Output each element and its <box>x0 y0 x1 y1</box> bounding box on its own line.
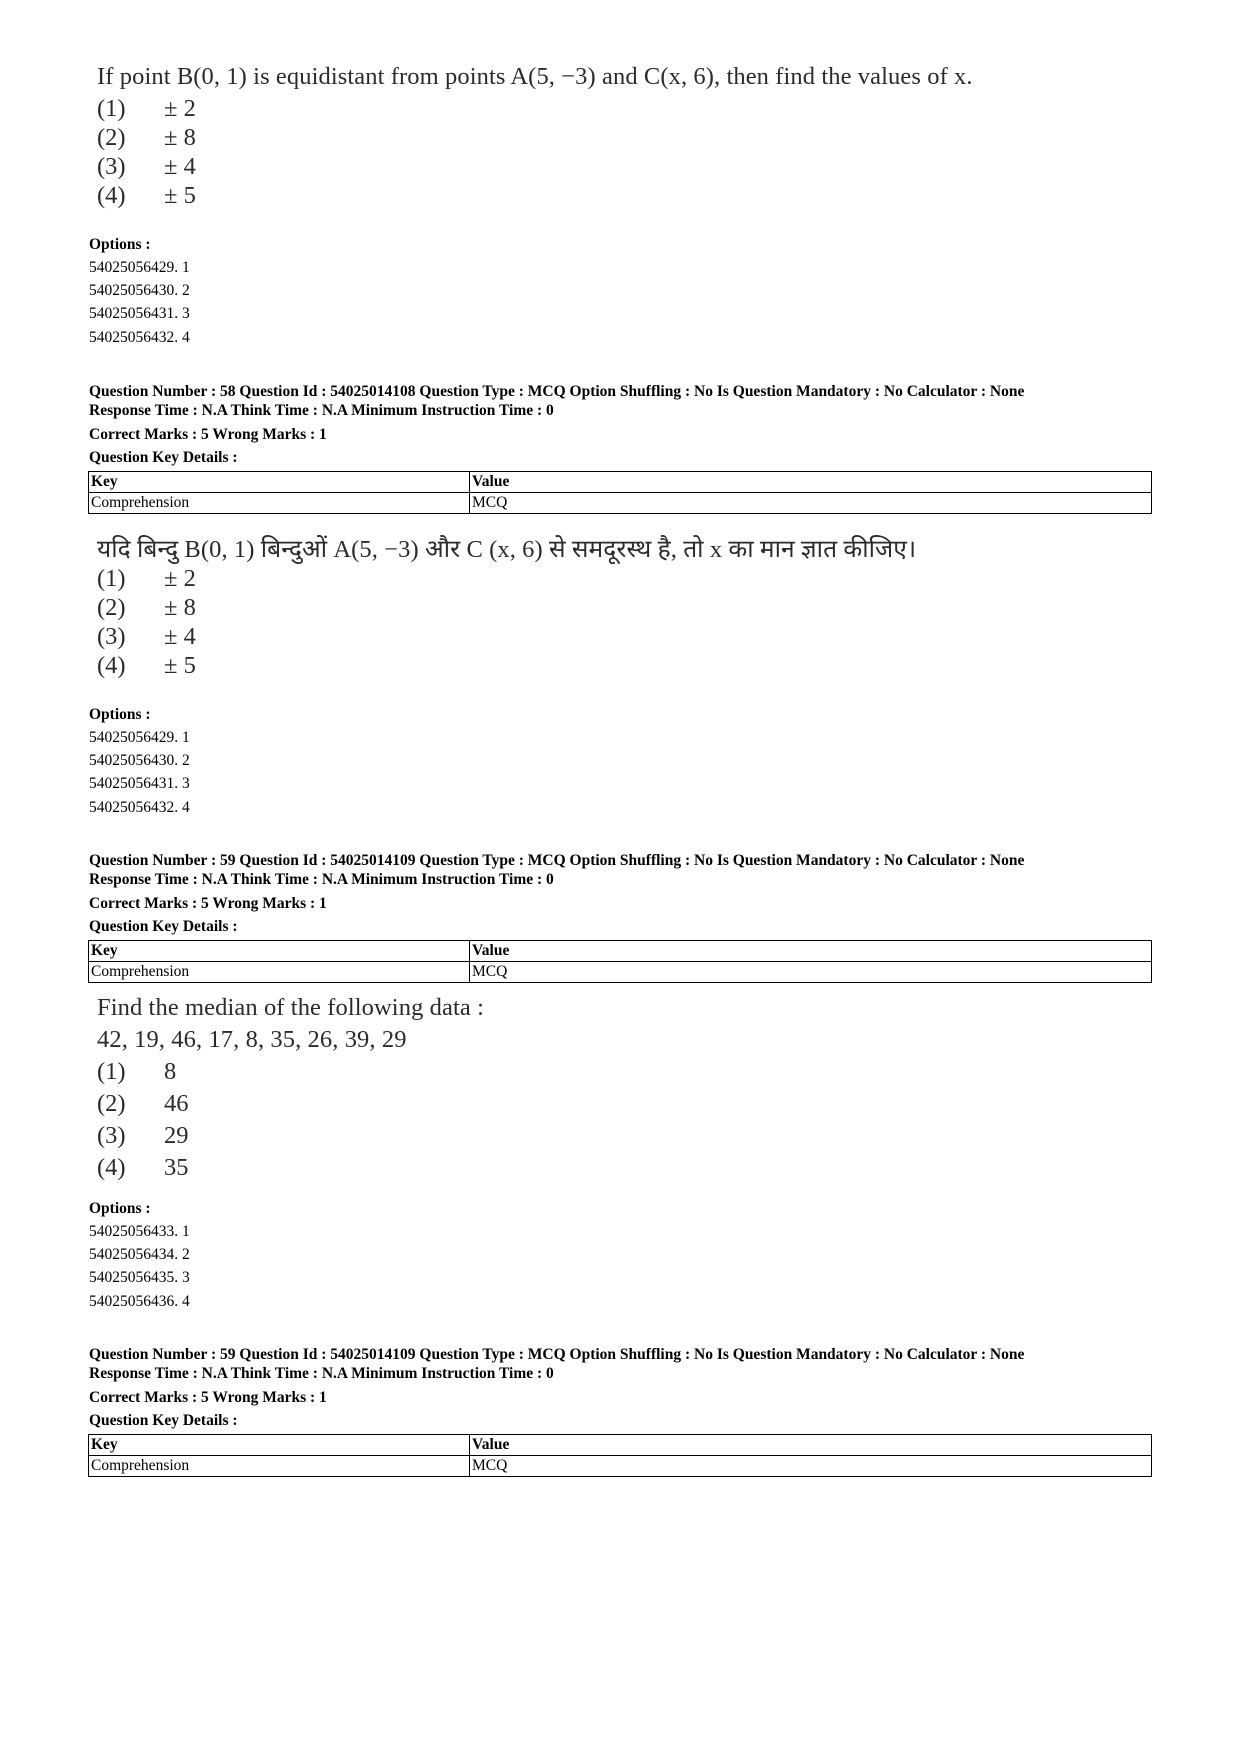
table-row <box>89 493 1152 514</box>
table-cell-value: MCQ <box>470 962 1152 983</box>
table-header-key: Key <box>89 472 470 493</box>
table-header-value: Value <box>470 1435 1152 1456</box>
choice-value: ± 5 <box>164 182 196 209</box>
table-cell-value: MCQ <box>470 1456 1152 1477</box>
option-id-line: 54025056431. 3 <box>89 775 190 792</box>
table-cell-key: Comprehension <box>89 493 470 514</box>
choice-value: ± 5 <box>164 652 196 679</box>
table-header-key: Key <box>89 941 470 962</box>
options-title: Options : <box>89 236 151 253</box>
choice-number: (3) <box>97 623 126 650</box>
table-cell-key: Comprehension <box>89 962 470 983</box>
choice-number: (4) <box>97 1154 126 1181</box>
key-details-title: Question Key Details : <box>89 449 238 466</box>
option-id-line: 54025056434. 2 <box>89 1246 190 1263</box>
choice-number: (3) <box>97 1122 126 1149</box>
choice-number: (3) <box>97 153 126 180</box>
choice-3 <box>97 153 196 181</box>
key-details-title: Question Key Details : <box>89 1412 238 1429</box>
choice-value: ± 2 <box>164 565 196 592</box>
choice-2 <box>97 124 196 152</box>
key-details-table <box>88 471 1152 514</box>
choice-1 <box>97 565 196 593</box>
table-header-value: Value <box>470 941 1152 962</box>
choice-value: 29 <box>164 1122 189 1149</box>
choice-number: (1) <box>97 565 126 592</box>
choice-value: ± 2 <box>164 95 196 122</box>
table-header-row <box>89 472 1152 493</box>
choice-3 <box>97 1122 189 1150</box>
option-id-line: 54025056430. 2 <box>89 282 190 299</box>
choice-4 <box>97 652 196 680</box>
choice-number: (2) <box>97 124 126 151</box>
choice-1 <box>97 1058 176 1086</box>
choice-value: ± 8 <box>164 594 196 621</box>
table-header-value: Value <box>470 472 1152 493</box>
choice-number: (1) <box>97 95 126 122</box>
key-details-title: Question Key Details : <box>89 918 238 935</box>
choice-value: ± 4 <box>164 153 196 180</box>
choice-3 <box>97 623 196 651</box>
question-meta-line2: Response Time : N.A Think Time : N.A Minimum Instruction Time : 0 <box>89 1365 554 1382</box>
choice-number: (1) <box>97 1058 126 1085</box>
question-meta-line1: Question Number : 58 Question Id : 54025014108 Question Type : MCQ Option Shuffling : No Is Question Mandatory : No Calculator : None <box>89 383 1025 400</box>
option-id-line: 54025056435. 3 <box>89 1269 190 1286</box>
choice-1 <box>97 95 196 123</box>
question-meta-line1: Question Number : 59 Question Id : 54025014109 Question Type : MCQ Option Shuffling : No Is Question Mandatory : No Calculator : None <box>89 852 1025 869</box>
option-id-line: 54025056432. 4 <box>89 799 190 816</box>
option-id-line: 54025056431. 3 <box>89 305 190 322</box>
choice-number: (2) <box>97 594 126 621</box>
choice-2 <box>97 1090 189 1118</box>
choice-4 <box>97 1154 189 1182</box>
option-id-line: 54025056430. 2 <box>89 752 190 769</box>
table-cell-key: Comprehension <box>89 1456 470 1477</box>
table-header-row <box>89 1435 1152 1456</box>
option-id-line: 54025056429. 1 <box>89 259 190 276</box>
marks-line: Correct Marks : 5 Wrong Marks : 1 <box>89 1389 327 1406</box>
question-stem-hindi: यदि बिन्दु B(0, 1) बिन्दुओं A(5, −3) और C (x, 6) से समदूरस्थ है, तो x का मान ज्ञात कीजिए। <box>97 536 917 563</box>
option-id-line: 54025056433. 1 <box>89 1223 190 1240</box>
choice-number: (2) <box>97 1090 126 1117</box>
question-meta-line1: Question Number : 59 Question Id : 54025014109 Question Type : MCQ Option Shuffling : No Is Question Mandatory : No Calculator : None <box>89 1346 1025 1363</box>
marks-line: Correct Marks : 5 Wrong Marks : 1 <box>89 895 327 912</box>
key-details-table <box>88 940 1152 983</box>
option-id-line: 54025056432. 4 <box>89 329 190 346</box>
table-row <box>89 1456 1152 1477</box>
key-details-table <box>88 1434 1152 1477</box>
choice-number: (4) <box>97 652 126 679</box>
choice-value: 8 <box>164 1058 177 1085</box>
question-stem: Find the median of the following data : <box>97 994 484 1021</box>
choice-value: ± 4 <box>164 623 196 650</box>
table-cell-value: MCQ <box>470 493 1152 514</box>
option-id-line: 54025056436. 4 <box>89 1293 190 1310</box>
question-stem: If point B(0, 1) is equidistant from points A(5, −3) and C(x, 6), then find the values of x. <box>97 63 973 90</box>
marks-line: Correct Marks : 5 Wrong Marks : 1 <box>89 426 327 443</box>
choice-number: (4) <box>97 182 126 209</box>
table-header-key: Key <box>89 1435 470 1456</box>
choice-4 <box>97 182 196 210</box>
question-data-line: 42, 19, 46, 17, 8, 35, 26, 39, 29 <box>97 1026 407 1053</box>
question-meta-line2: Response Time : N.A Think Time : N.A Minimum Instruction Time : 0 <box>89 402 554 419</box>
table-row <box>89 962 1152 983</box>
options-title: Options : <box>89 706 151 723</box>
options-title: Options : <box>89 1200 151 1217</box>
choice-value: 35 <box>164 1154 189 1181</box>
question-meta-line2: Response Time : N.A Think Time : N.A Minimum Instruction Time : 0 <box>89 871 554 888</box>
choice-2 <box>97 594 196 622</box>
option-id-line: 54025056429. 1 <box>89 729 190 746</box>
table-header-row <box>89 941 1152 962</box>
choice-value: ± 8 <box>164 124 196 151</box>
choice-value: 46 <box>164 1090 189 1117</box>
